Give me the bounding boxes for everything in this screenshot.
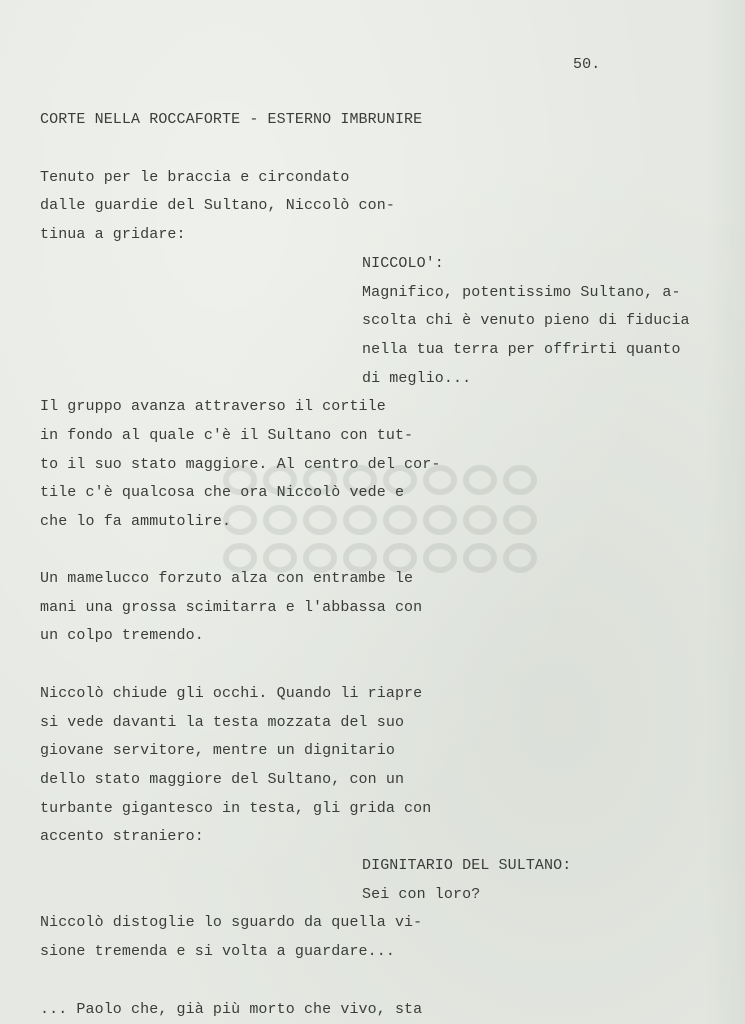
scene-heading: CORTE NELLA ROCCAFORTE - ESTERNO IMBRUNIRE: [40, 111, 423, 128]
text-line: Un mamelucco forzuto alza con entrambe le: [40, 570, 414, 587]
dialogue-line: nella tua terra per offrirti quanto: [362, 341, 681, 358]
text-line: giovane servitore, mentre un dignitario: [40, 742, 395, 759]
text-line: che lo fa ammutolire.: [40, 513, 232, 530]
text-line: sione tremenda e si volta a guardare...: [40, 943, 395, 960]
text-line: turbante gigantesco in testa, gli grida con: [40, 800, 432, 817]
character-name: DIGNITARIO DEL SULTANO:: [362, 857, 572, 874]
text-line: Niccolò distoglie lo sguardo da quella vi-: [40, 914, 423, 931]
text-line: un colpo tremendo.: [40, 627, 204, 644]
text-line: Il gruppo avanza attraverso il cortile: [40, 398, 386, 415]
text-line: tinua a gridare:: [40, 226, 186, 243]
text-line: to il suo stato maggiore. Al centro del cor-: [40, 456, 441, 473]
text-line: Tenuto per le braccia e circondato: [40, 169, 350, 186]
text-line: dello stato maggiore del Sultano, con un: [40, 771, 405, 788]
text-line: si vede davanti la testa mozzata del suo: [40, 714, 405, 731]
text-line: in fondo al quale c'è il Sultano con tut-: [40, 427, 414, 444]
text-line: ... Paolo che, già più morto che vivo, sta: [40, 1001, 423, 1018]
character-name: NICCOLO':: [362, 255, 444, 272]
text-line: tile c'è qualcosa che ora Niccolò vede e: [40, 484, 405, 501]
text-line: mani una grossa scimitarra e l'abbassa con: [40, 599, 423, 616]
paper-edge: [705, 0, 745, 1024]
dialogue-line: scolta chi è venuto pieno di fiducia: [362, 312, 690, 329]
text-line: Niccolò chiude gli occhi. Quando li riapre: [40, 685, 423, 702]
dialogue-line: Magnifico, potentissimo Sultano, a-: [362, 284, 681, 301]
dialogue-line: di meglio...: [362, 370, 472, 387]
dialogue-line: Sei con loro?: [362, 886, 481, 903]
page-number: 50.: [573, 56, 601, 73]
text-line: accento straniero:: [40, 828, 204, 845]
text-line: dalle guardie del Sultano, Niccolò con-: [40, 197, 395, 214]
